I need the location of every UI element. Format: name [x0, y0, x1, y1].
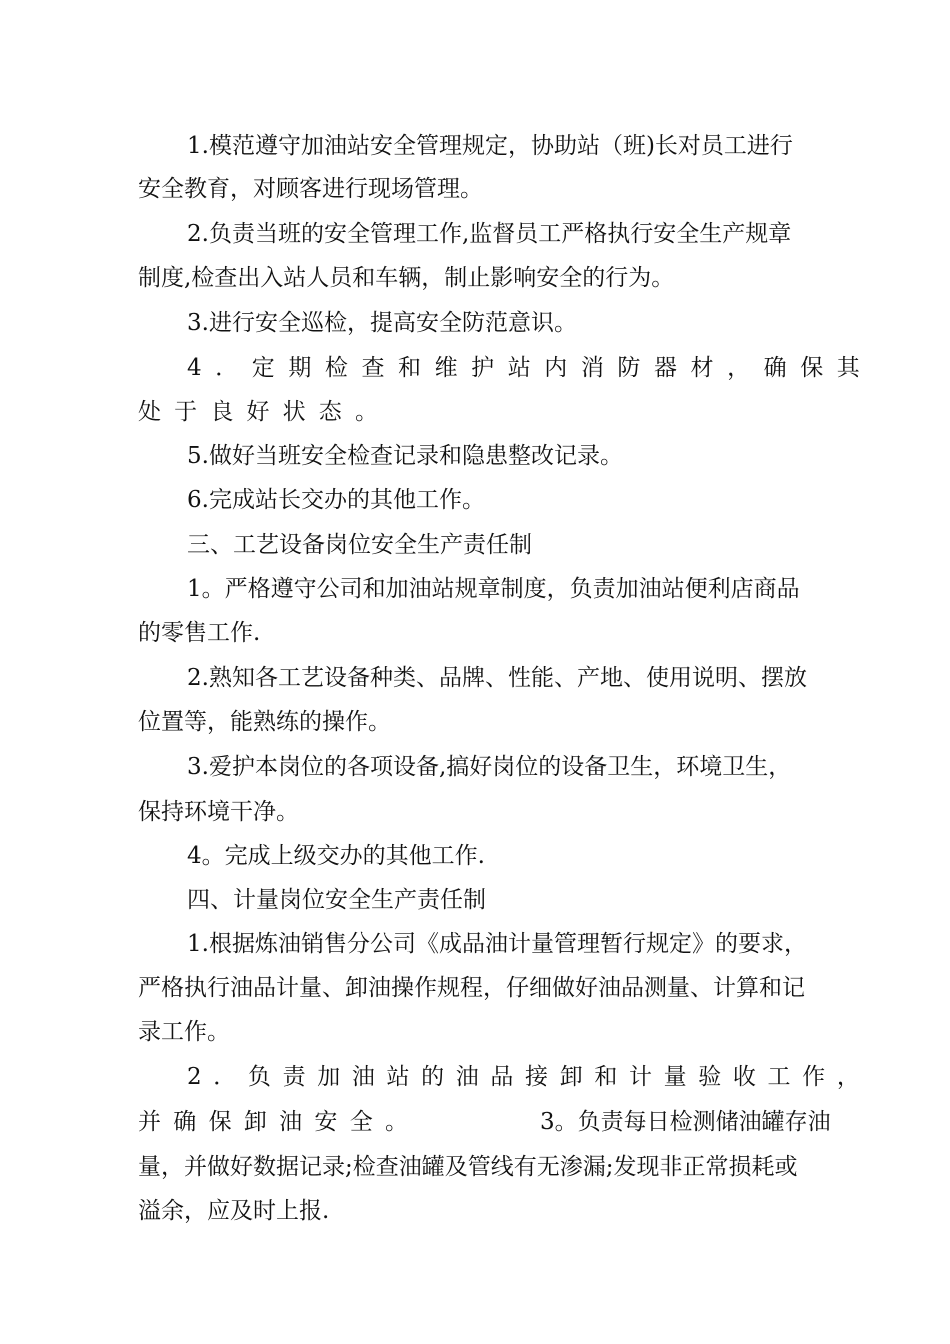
text-line-21: 录工作。: [138, 1019, 230, 1045]
text-line-6: 4 ． 定 期 检 查 和 维 护 站 内 消 防 器 材 ， 确 保 其: [187, 355, 860, 381]
text-line-14: 位置等，能熟练的操作。: [138, 709, 391, 735]
text-line-3: 2.负责当班的安全管理工作,监督员工严格执行安全生产规章: [187, 221, 792, 247]
text-line-8: 5.做好当班安全检查记录和隐患整改记录。: [187, 443, 623, 469]
text-line-24: 3。负责每日检测储油罐存油: [540, 1109, 831, 1135]
text-line-2: 安全教育，对顾客进行现场管理。: [138, 176, 483, 202]
text-line-17: 4。完成上级交办的其他工作.: [187, 843, 485, 869]
text-line-26: 溢余，应及时上报.: [138, 1198, 330, 1224]
text-line-9: 6.完成站长交办的其他工作。: [187, 487, 485, 513]
text-line-25: 量，并做好数据记录;检查油罐及管线有无渗漏;发现非正常损耗或: [138, 1154, 798, 1180]
section-heading-3: 三、工艺设备岗位安全生产责任制: [187, 532, 532, 558]
text-line-12: 的零售工作.: [138, 620, 261, 646]
text-line-13: 2.熟知各工艺设备种类、品牌、性能、产地、使用说明、摆放: [187, 665, 807, 691]
text-line-15: 3.爱护本岗位的各项设备,搞好岗位的设备卫生，环境卫生，: [187, 754, 792, 780]
text-line-1: 1.模范遵守加油站安全管理规定，协助站（班)长对员工进行: [187, 133, 793, 159]
text-line-22: 2 ． 负 责 加 油 站 的 油 品 接 卸 和 计 量 验 收 工 作 ，: [187, 1064, 860, 1090]
text-line-11: 1。严格遵守公司和加油站规章制度，负责加油站便利店商品: [187, 576, 800, 602]
text-line-4: 制度,检查出入站人员和车辆，制止影响安全的行为。: [138, 265, 675, 291]
text-line-16: 保持环境干净。: [138, 799, 299, 825]
text-line-19: 1.根据炼油销售分公司《成品油计量管理暂行规定》的要求，: [187, 931, 807, 957]
text-line-20: 严格执行油品计量、卸油操作规程，仔细做好油品测量、计算和记: [138, 975, 805, 1001]
text-line-23: 并 确 保 卸 油 安 全 。: [138, 1109, 408, 1135]
text-line-5: 3.进行安全巡检，提高安全防范意识。: [187, 310, 577, 336]
section-heading-4: 四、计量岗位安全生产责任制: [187, 887, 486, 913]
text-line-7: 处 于 良 好 状 态 。: [138, 399, 378, 425]
